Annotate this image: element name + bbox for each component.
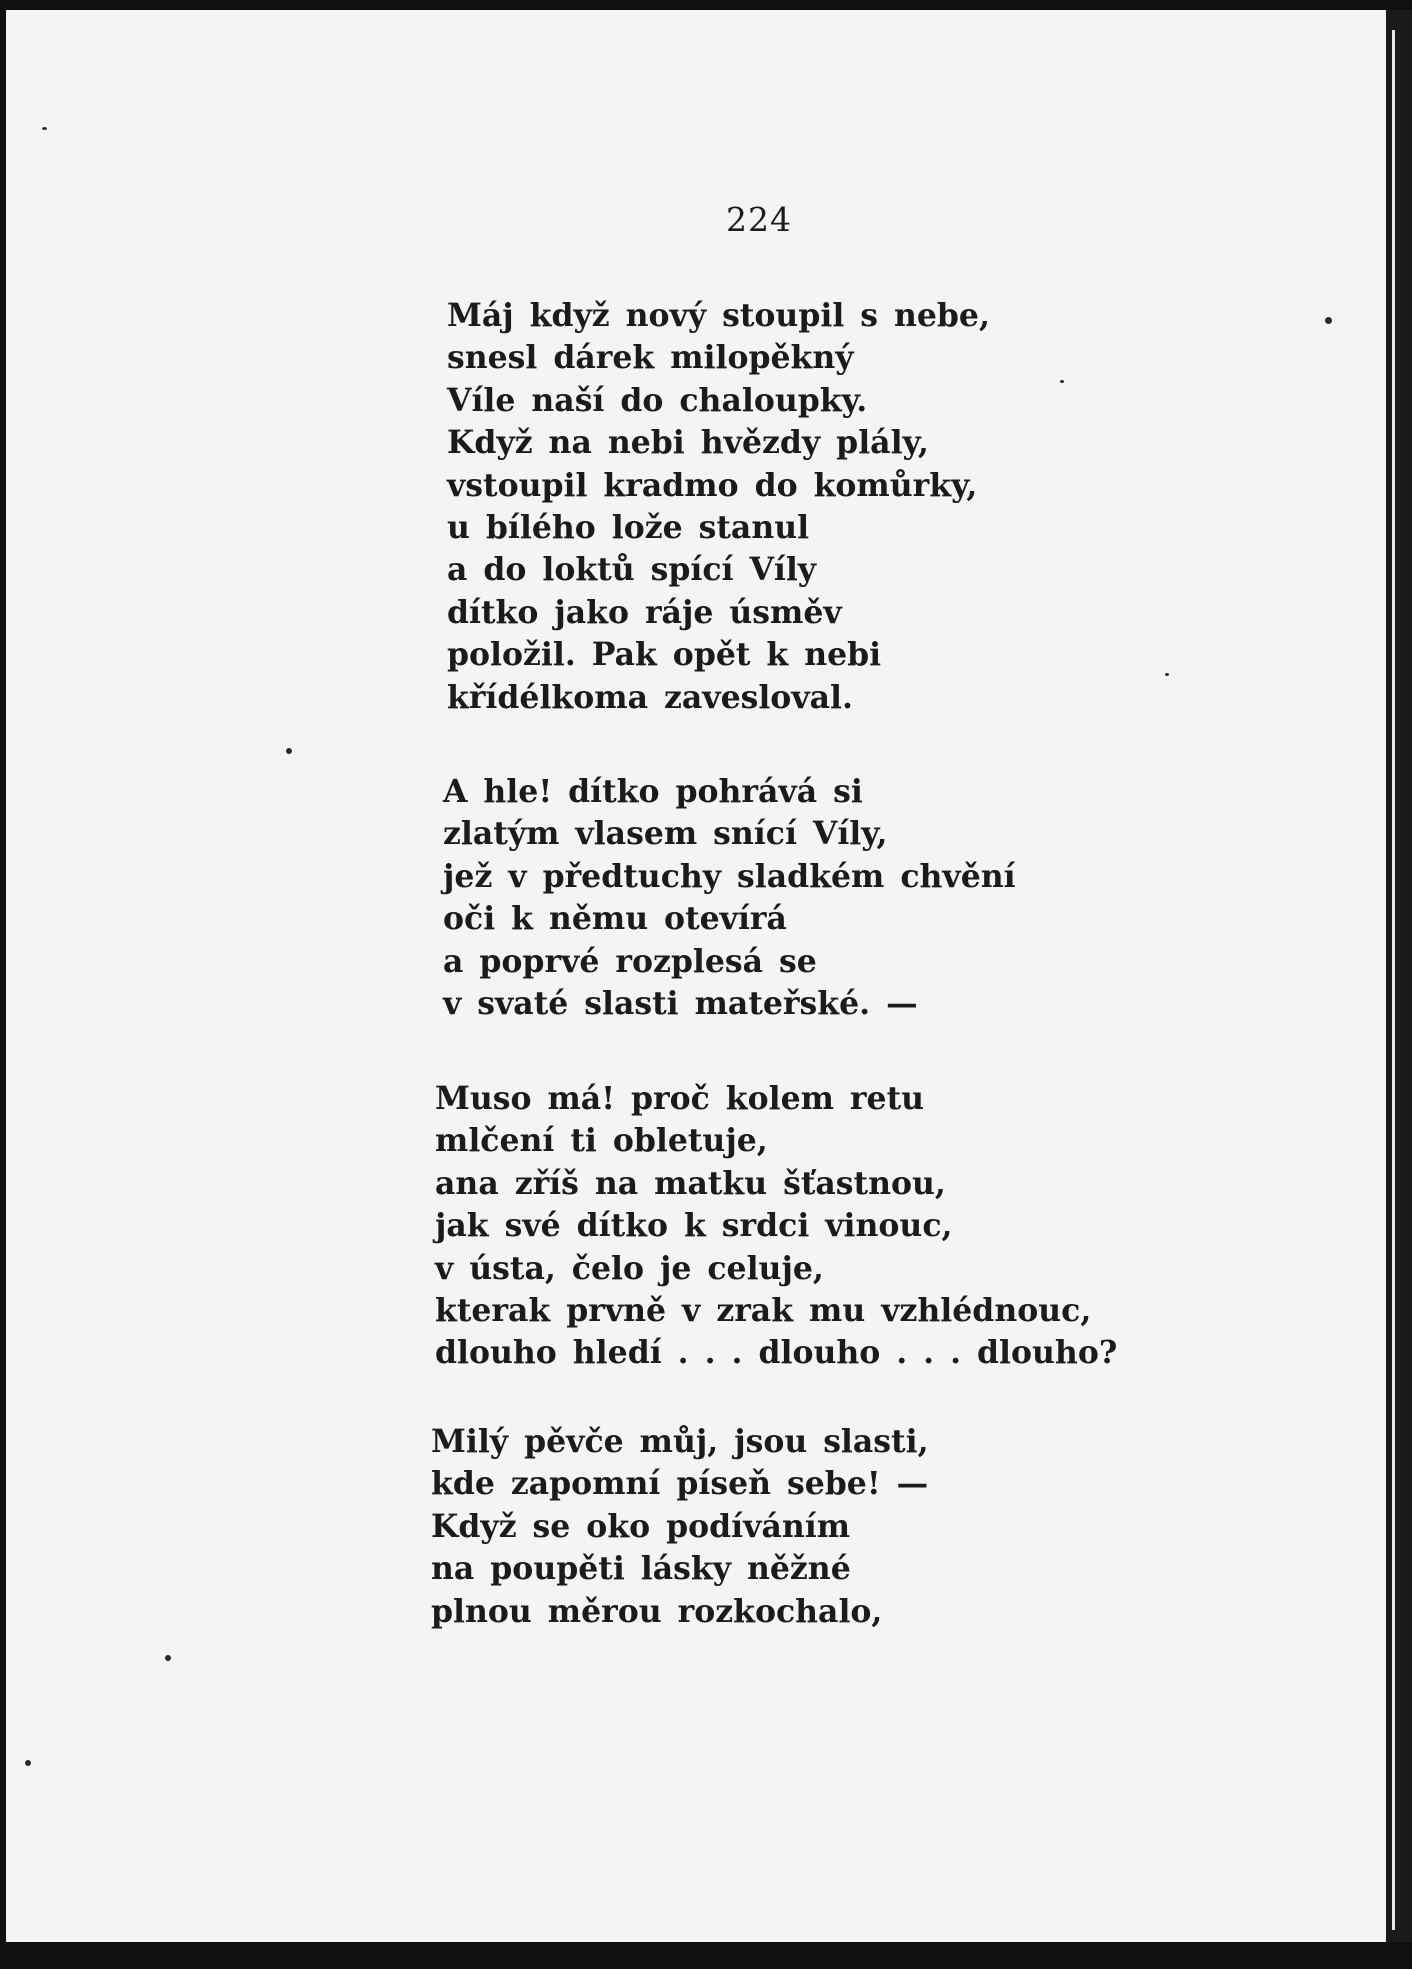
verse-line: jež v předtuchy sladkém chvění [443, 857, 1016, 895]
dust-speck [1325, 317, 1332, 324]
verse-line: v svaté slasti mateřské. — [443, 985, 918, 1023]
verse-line: a do loktů spící Víly [447, 551, 817, 589]
verse-line: kde zapomní píseň sebe! — [431, 1465, 929, 1503]
page-edge-line [1392, 30, 1395, 1930]
verse-line: A hle! dítko pohrává si [443, 773, 863, 810]
dust-speck [286, 748, 292, 754]
stanza-4 [431, 1421, 929, 1633]
verse-line: dlouho hledí . . . dlouho . . . dlouho? [435, 1334, 1118, 1372]
verse-line: na poupěti lásky něžné [431, 1550, 851, 1588]
verse-line: křídélkoma zavesloval. [447, 678, 853, 716]
stanza-2 [443, 771, 1016, 1025]
dust-speck [165, 1655, 171, 1661]
verse-line: jak své dítko k srdci vinouc, [435, 1207, 953, 1245]
verse-line: a poprvé rozplesá se [443, 942, 817, 980]
dust-speck [1060, 380, 1064, 383]
page-number: 224 [726, 200, 792, 239]
verse-line: v ústa, čelo je celuje, [435, 1249, 824, 1287]
verse-line: dítko jako ráje úsměv [447, 593, 842, 631]
verse-line: plnou měrou rozkochalo, [431, 1592, 883, 1630]
verse-line: u bílého lože stanul [447, 509, 810, 547]
verse-line: mlčení ti obletuje, [435, 1122, 768, 1160]
verse-line: snesl dárek milopěkný [447, 339, 854, 377]
verse-line: ana zříš na matku šťastnou, [435, 1164, 946, 1202]
verse-line: kterak prvně v zrak mu vzhlédnouc, [435, 1292, 1092, 1330]
verse-line: vstoupil kradmo do komůrky, [447, 466, 978, 504]
verse-line: zlatým vlasem snící Víly, [443, 815, 888, 853]
verse-line: Muso má! proč kolem retu [435, 1080, 925, 1117]
verse-line: Když se oko podíváním [431, 1507, 851, 1545]
verse-line: Když na nebi hvězdy plály, [447, 424, 929, 462]
dust-speck [1165, 673, 1169, 676]
verse-line: položil. Pak opět k nebi [447, 636, 882, 674]
stanza-1 [447, 295, 990, 719]
verse-line: Víle naší do chaloupky. [447, 381, 868, 419]
verse-line: Milý pěvče můj, jsou slasti, [431, 1423, 929, 1460]
verse-line: Máj když nový stoupil s nebe, [447, 297, 990, 334]
verse-line: oči k němu otevírá [443, 900, 787, 938]
dust-speck [25, 1760, 31, 1766]
page-edge-shadow [1386, 10, 1412, 1942]
stanza-3 [435, 1078, 1117, 1375]
dust-speck [42, 127, 47, 130]
